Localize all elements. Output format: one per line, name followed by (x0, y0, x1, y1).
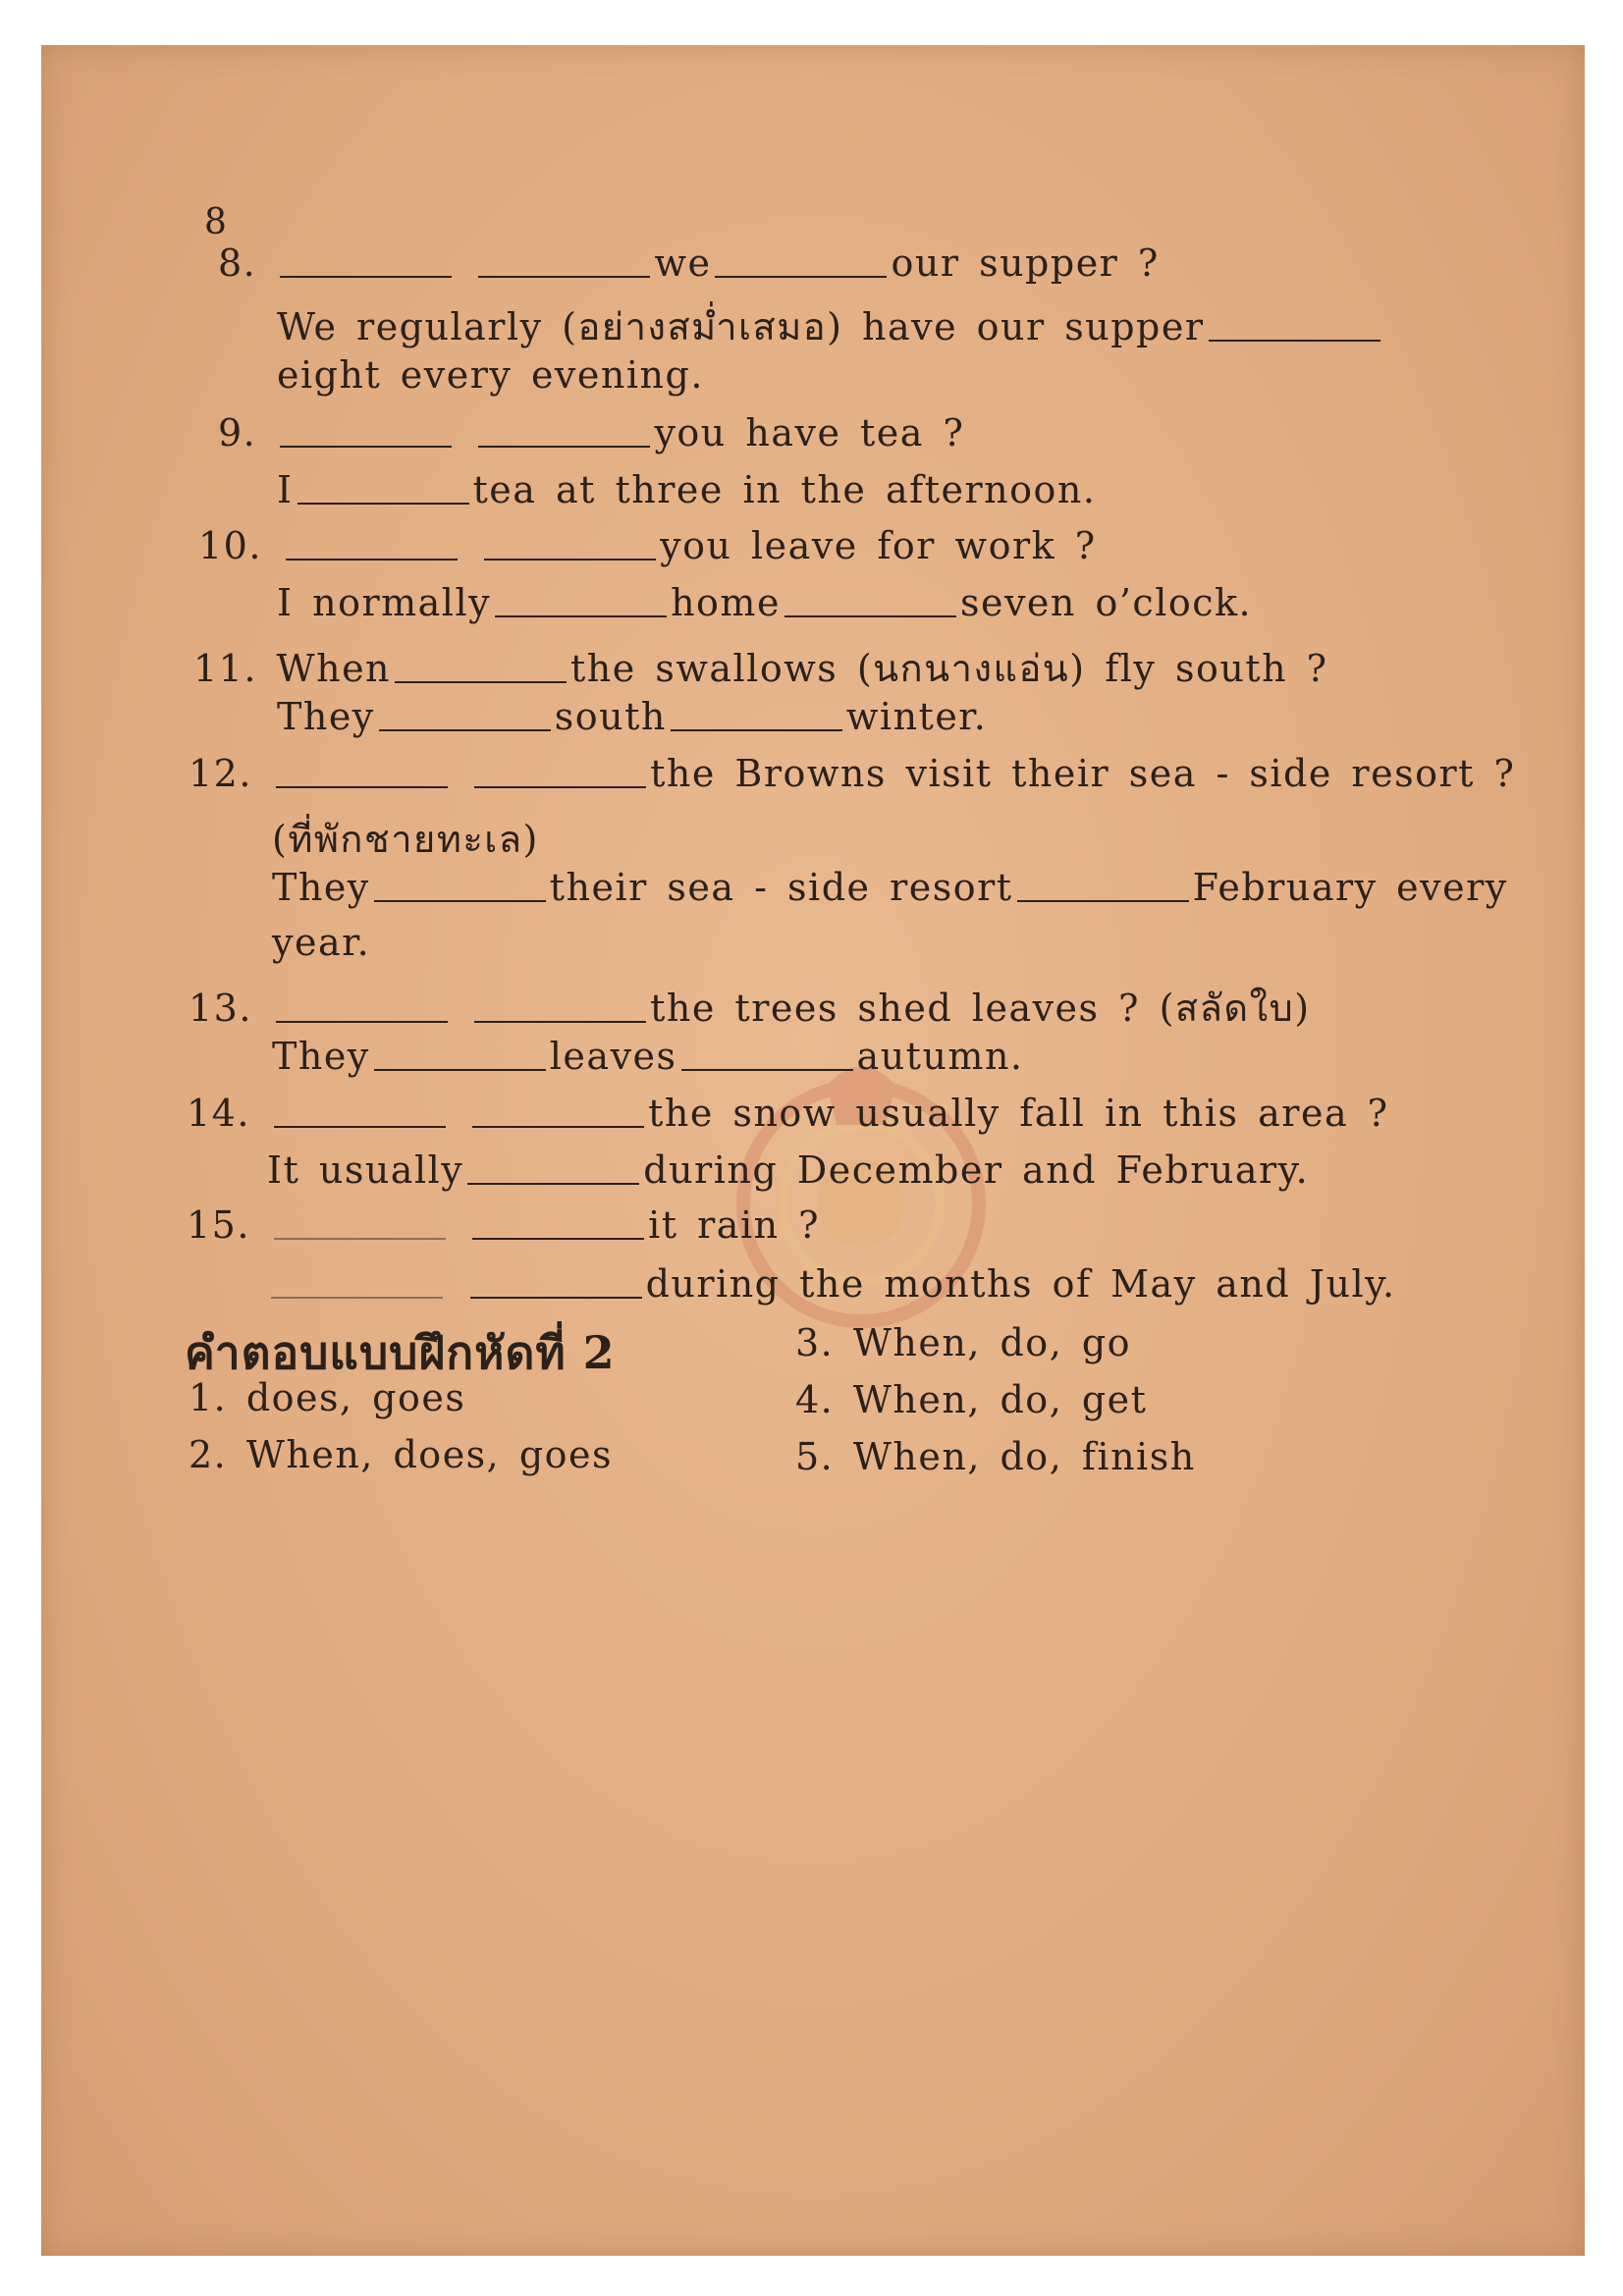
answer-key-right-5: 5. When, do, finish (795, 1435, 1196, 1478)
answer-14 (267, 1148, 1309, 1192)
answer-text: They (277, 695, 375, 738)
answer-key-left-2: 2. When, does, goes (189, 1433, 614, 1476)
answer-text: their sea - side resort (549, 866, 1013, 909)
answer-text: winter. (845, 695, 988, 738)
question-text: the trees shed leaves ? (สลัดใบ) (650, 987, 1311, 1030)
question-text: our supper ? (891, 241, 1160, 285)
answer-blank (280, 276, 452, 278)
answer-text: eight every evening. (277, 353, 704, 397)
answer-text: seven o’clock. (959, 581, 1253, 624)
answer-blank (274, 1126, 446, 1128)
answer-text: autumn. (856, 1035, 1024, 1078)
answer-text: February every (1192, 866, 1508, 909)
answer-8-line-1 (277, 296, 1384, 356)
answer-blank (474, 1021, 646, 1023)
answer-9 (277, 468, 1096, 511)
answer-blank (478, 276, 650, 278)
question-8 (218, 241, 1160, 285)
answer-blank (681, 1069, 853, 1071)
answer-key-title: คำตอบแบบฝึกหัดที่ 2 (185, 1326, 616, 1379)
answer-key-left-1: 1. does, goes (189, 1376, 466, 1419)
answer-text: They (272, 866, 370, 909)
answer-blank (286, 559, 458, 561)
answer-blank (671, 729, 842, 731)
question-number: 8. (218, 241, 257, 285)
question-12 (189, 752, 1515, 795)
answer-blank (280, 446, 452, 448)
answer-text: south (554, 695, 667, 738)
question-text: we (654, 241, 712, 285)
answer-text: I normally (277, 581, 492, 624)
question-number: 12. (189, 752, 252, 795)
answer-blank (715, 276, 887, 278)
question-12-gloss (272, 809, 539, 869)
question-number: 11. (193, 647, 257, 690)
answer-blank (474, 786, 646, 788)
question-9 (218, 411, 964, 454)
answer-blank (1017, 900, 1189, 902)
answer-blank (276, 786, 448, 788)
answer-text: year. (272, 921, 371, 964)
answer-text: during the months of May and July. (645, 1262, 1396, 1306)
answer-text: tea at three in the afternoon. (472, 468, 1097, 511)
answer-text: during December and February. (643, 1148, 1310, 1192)
question-number: 14. (187, 1092, 250, 1135)
answer-text: They (272, 1035, 370, 1078)
question-text: you have tea ? (654, 411, 965, 454)
answer-13 (272, 1035, 1024, 1078)
answer-text: I (277, 468, 294, 511)
answer-11 (277, 695, 987, 738)
document-page (41, 45, 1585, 2256)
question-13 (189, 978, 1311, 1038)
answer-text: It usually (267, 1148, 464, 1192)
answer-key-right-4: 4. When, do, get (795, 1378, 1148, 1421)
answer-12-line-1 (272, 866, 1508, 909)
answer-blank (472, 1238, 644, 1240)
question-number: 15. (187, 1203, 250, 1247)
question-number: 10. (198, 524, 262, 567)
answer-blank (379, 729, 551, 731)
answer-blank (1209, 340, 1380, 342)
answer-blank (395, 681, 567, 683)
question-number: 9. (218, 411, 257, 454)
answer-15 (267, 1262, 1396, 1306)
question-14 (187, 1092, 1389, 1135)
question-11 (193, 638, 1328, 698)
answer-blank (298, 503, 469, 505)
question-text: (ที่พักชายทะเล) (272, 818, 539, 861)
question-15 (187, 1203, 820, 1247)
question-text: the snow usually fall in this area ? (648, 1092, 1389, 1135)
answer-8-line-2 (277, 353, 704, 397)
answer-text: home (671, 581, 781, 624)
answer-12-line-2 (272, 921, 370, 964)
answer-blank (276, 1021, 448, 1023)
question-text: the swallows (นกนางแอ่น) fly south ? (570, 647, 1328, 690)
page-number: 8 (204, 202, 227, 242)
answer-blank (374, 1069, 546, 1071)
answer-10 (277, 581, 1252, 624)
answer-blank (271, 1297, 443, 1299)
answer-blank (374, 900, 546, 902)
answer-blank (470, 1297, 642, 1299)
answer-text: We regularly (อย่างสม่ำเสมอ) have our supper (277, 305, 1205, 348)
question-text: you leave for work ? (660, 524, 1097, 567)
answer-text: leaves (549, 1035, 677, 1078)
question-text: it rain ? (648, 1203, 821, 1247)
question-text: When (276, 647, 392, 690)
answer-key-right-3: 3. When, do, go (795, 1321, 1132, 1364)
answer-blank (784, 615, 956, 617)
answer-blank (467, 1183, 639, 1185)
answer-blank (274, 1238, 446, 1240)
question-text: the Browns visit their sea - side resort ? (650, 752, 1516, 795)
answer-blank (472, 1126, 644, 1128)
question-10 (198, 524, 1097, 567)
question-number: 13. (189, 987, 252, 1030)
answer-blank (495, 615, 667, 617)
answer-blank (484, 559, 656, 561)
answer-blank (478, 446, 650, 448)
